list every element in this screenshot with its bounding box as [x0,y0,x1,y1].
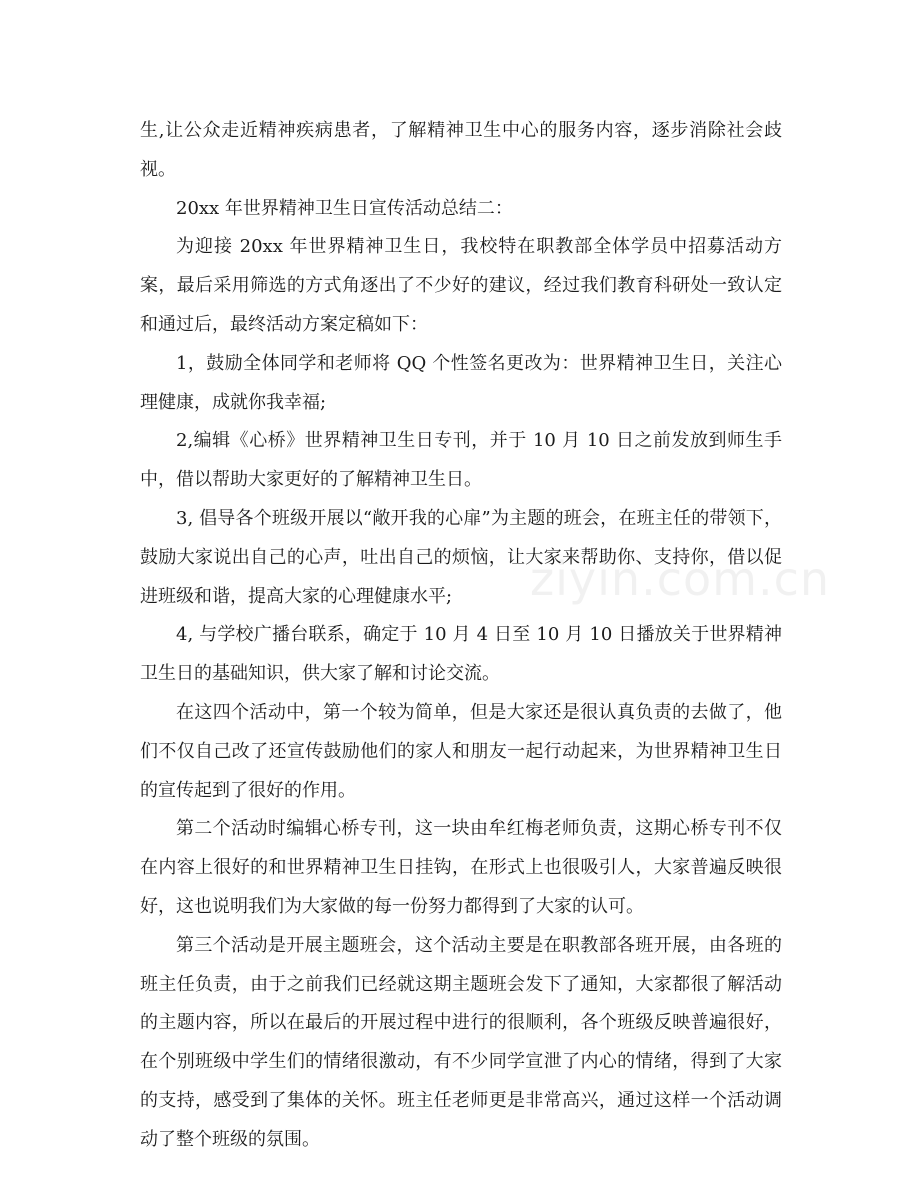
paragraph-summary-1: 在这四个活动中，第一个较为简单，但是大家还是很认真负责的去做了，他们不仅自己改了还宣传鼓励他们的家人和朋友一起行动起来，为世界精神卫生日的宣传起到了很好的作用。 [140,701,782,801]
paragraph-continuation: 生,让公众走近精神疾病患者，了解精神卫生中心的服务内容，逐步消除社会歧视。 [140,120,782,180]
list-item-4: 4, 与学校广播台联系，确定于 10 月 4 日至 10 月 10 日播放关于世界精神卫生日的基础知识，供大家了解和讨论交流。 [140,624,782,685]
list-item-1: 1，鼓励全体同学和老师将 QQ 个性签名更改为：世界精神卫生日，关注心理健康，成就你我幸福; [140,352,782,413]
list-item-3: 3, 倡导各个班级开展以“敞开我的心扉”为主题的班会，在班主任的带领下，鼓励大家说出自己的心声，吐出自己的烦恼，让大家来帮助你、支持你，借以促进班级和谐，提高大家的心理健康水平; [140,507,782,607]
section-heading: 20xx 年世界精神卫生日宣传活动总结二： [176,197,513,219]
paragraph-summary-2: 第二个活动时编辑心桥专刊，这一块由牟红梅老师负责，这期心桥专刊不仅在内容上很好的和世界精神卫生日挂钩，在形式上也很吸引人，大家普遍反映很好，这也说明我们为大家做的每一份努力都得到了大家的认可。 [140,818,782,917]
document-body [140,112,782,1160]
paragraph-summary-3: 第三个活动是开展主题班会，这个活动主要是在职教部各班开展，由各班的班主任负责，由于之前我们已经就这期主题班会发下了通知，大家都很了解活动的主题内容，所以在最后的开展过程中进行的很顺利，各个班级反映普遍很好，在个别班级中学生们的情绪很激动，有不少同学宣泄了内心的情绪，得到了大家的支持，感受到了集体的关怀。班主任老师更是非常高兴，通过这样一个活动调动了整个班级的氛围。 [140,934,782,1150]
list-item-2: 2,编辑《心桥》世界精神卫生日专刊，并于 10 月 10 日之前发放到师生手中，借以帮助大家更好的了解精神卫生日。 [140,430,782,491]
paragraph-intro: 为迎接 20xx 年世界精神卫生日，我校特在职教部全体学员中招募活动方案，最后采用筛选的方式角逐出了不少好的建议，经过我们教育科研处一致认定和通过后，最终活动方案定稿如下： [140,236,782,335]
watermark: ziyin.com.cn [530,552,831,606]
